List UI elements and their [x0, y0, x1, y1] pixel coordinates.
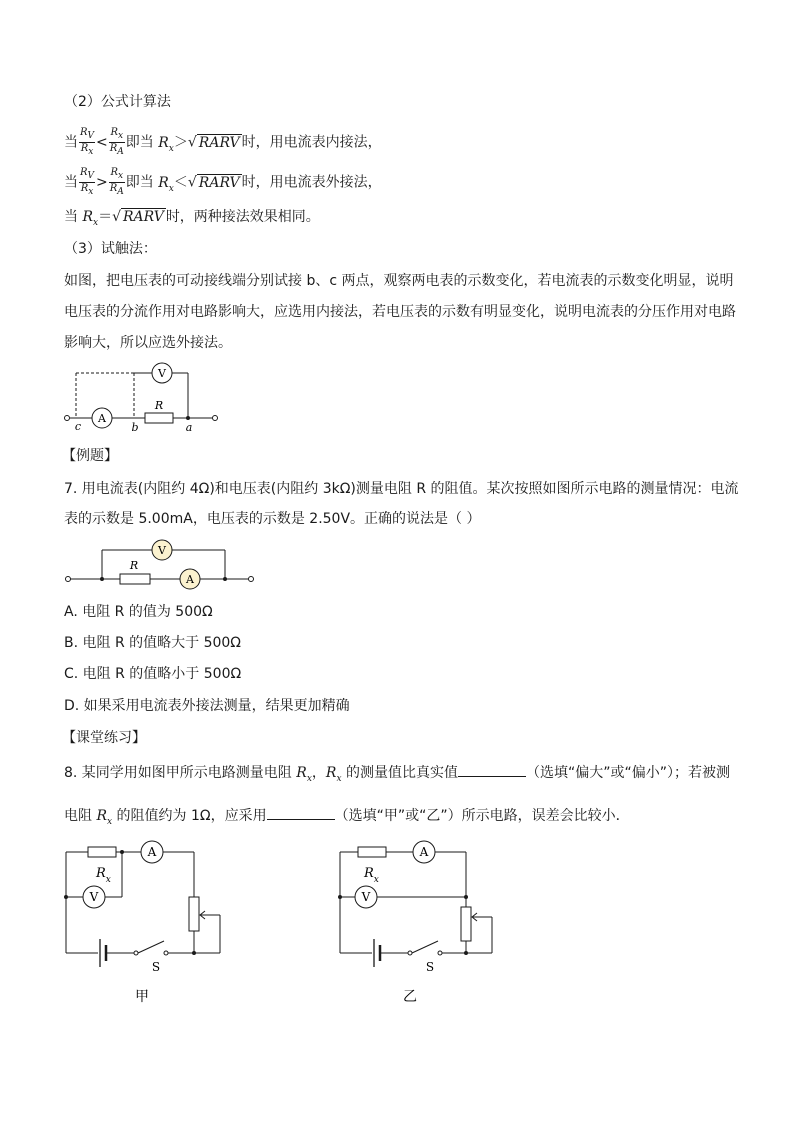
formula-line-1: [64, 127, 382, 158]
ammeter-label: A: [419, 845, 429, 859]
greater-than: ＞: [173, 134, 188, 151]
sqrt-ra-rv: √ RARV: [187, 134, 240, 151]
less-than: <: [96, 134, 108, 151]
fraction-rx-ra: $\frac{R_x}{R_A}$: [109, 127, 124, 157]
paragraph-line: 影响大，所以应选外接法。: [64, 335, 232, 351]
voltmeter-label: V: [361, 890, 371, 904]
switch-contact-icon: [164, 951, 168, 955]
resistor-label: $R_x$: [364, 866, 379, 885]
rx-symbol: $R_x$: [296, 765, 312, 784]
section2-heading: （2）公式计算法: [64, 94, 171, 110]
figure-caption-yi: 乙: [403, 989, 417, 1005]
switch-contact-icon: [408, 951, 412, 955]
answer-blank-1[interactable]: [458, 762, 526, 777]
formula-line-3: 当 $R_x=√$ RARV 时，两种接法效果相同。: [64, 209, 320, 228]
text: 当: [64, 134, 78, 151]
option-c: C. 电阻 R 的值略小于 500Ω: [64, 666, 242, 682]
switch-contact-icon: [438, 951, 442, 955]
voltmeter-label: V: [158, 544, 166, 557]
voltmeter-label: V: [158, 367, 166, 380]
paragraph-line: 如图，把电压表的可动接线端分别试接 b、c 两点，观察两电表的示数变化，若电流表的示数变化明显，说明: [64, 273, 734, 289]
switch-label: S: [425, 960, 435, 974]
option-a: A. 电阻 R 的值为 500Ω: [64, 604, 213, 620]
question-7-line: 表的示数是 5.00mA，电压表的示数是 2.50V。正确的说法是（ ）: [64, 511, 481, 527]
figure-caption-jia: 甲: [135, 989, 149, 1005]
resistor-label: $R_x$: [96, 866, 111, 885]
trial-touch-circuit-diagram: [60, 360, 230, 434]
ammeter-label: A: [186, 573, 194, 586]
answer-blank-2[interactable]: [267, 805, 335, 820]
switch-label: S: [151, 960, 161, 974]
fraction-rv-rx: $\frac{R_V}{R_x}$: [80, 127, 95, 157]
question-8-line-2: 电阻 $R_x$ 的阻值约为 1Ω，应采用 （选填“甲”或“乙”）所示电路，误差会比较小．: [64, 805, 630, 832]
text: 即当: [125, 134, 159, 151]
option-b: B. 电阻 R 的值略大于 500Ω: [64, 635, 242, 651]
option-d: D. 如果采用电流表外接法测量，结果更加精确: [64, 698, 350, 714]
circuit-figure-yi: [334, 835, 514, 1010]
practice-tag: 【课堂练习】: [62, 730, 146, 746]
rx-symbol: $R_x$: [158, 134, 174, 154]
circuit-figure-jia: [60, 835, 240, 1010]
ammeter-label: A: [147, 845, 157, 859]
section3-heading: （3）试触法：: [64, 241, 157, 257]
ammeter-label: A: [98, 412, 106, 425]
resistor-label: R: [129, 559, 139, 572]
fraction-rx-ra: $\frac{R_x}{R_A}$: [109, 167, 124, 197]
paragraph-line: 电压表的分流作用对电路影响大，应选用内接法，若电压表的示数有明显变化，说明电流表的分压作用对电路: [64, 304, 736, 320]
rx-symbol: $R_x$: [96, 808, 113, 827]
switch-contact-icon: [134, 951, 138, 955]
sqrt-ra-rv: √ RARV: [112, 209, 164, 225]
voltmeter-label: V: [89, 890, 99, 904]
question-7-line: 7. 用电流表(内阻约 4Ω)和电压表(内阻约 3kΩ)测量电阻 R 的阻值。某次按照如图所示电路的测量情况：电流: [64, 481, 739, 497]
node-b-label: b: [131, 421, 139, 434]
sqrt-ra-rv: √ RARV: [187, 174, 240, 191]
example-tag: 【例题】: [62, 448, 118, 464]
example-circuit-diagram: [60, 535, 260, 595]
fraction-rv-rx: $\frac{R_V}{R_x}$: [80, 167, 95, 197]
node-a-label: a: [185, 421, 193, 434]
text: 时，用电流表内接法，: [241, 134, 382, 151]
resistor-label: R: [154, 399, 164, 412]
node-c-label: c: [74, 420, 82, 433]
formula-line-2: 当 $\frac{R_V}{R_x}$ > $\frac{R_x}{R_A}$ 即当 $R_x<√$ RARV 时，用电流表外接法，: [64, 167, 382, 197]
question-8-line-1: 8. 某同学用如图甲所示电路测量电阻 $R_x$，$R_x$ 的测量值比真实值 （选填“偏大”或“偏小”）；若被测: [64, 762, 730, 789]
